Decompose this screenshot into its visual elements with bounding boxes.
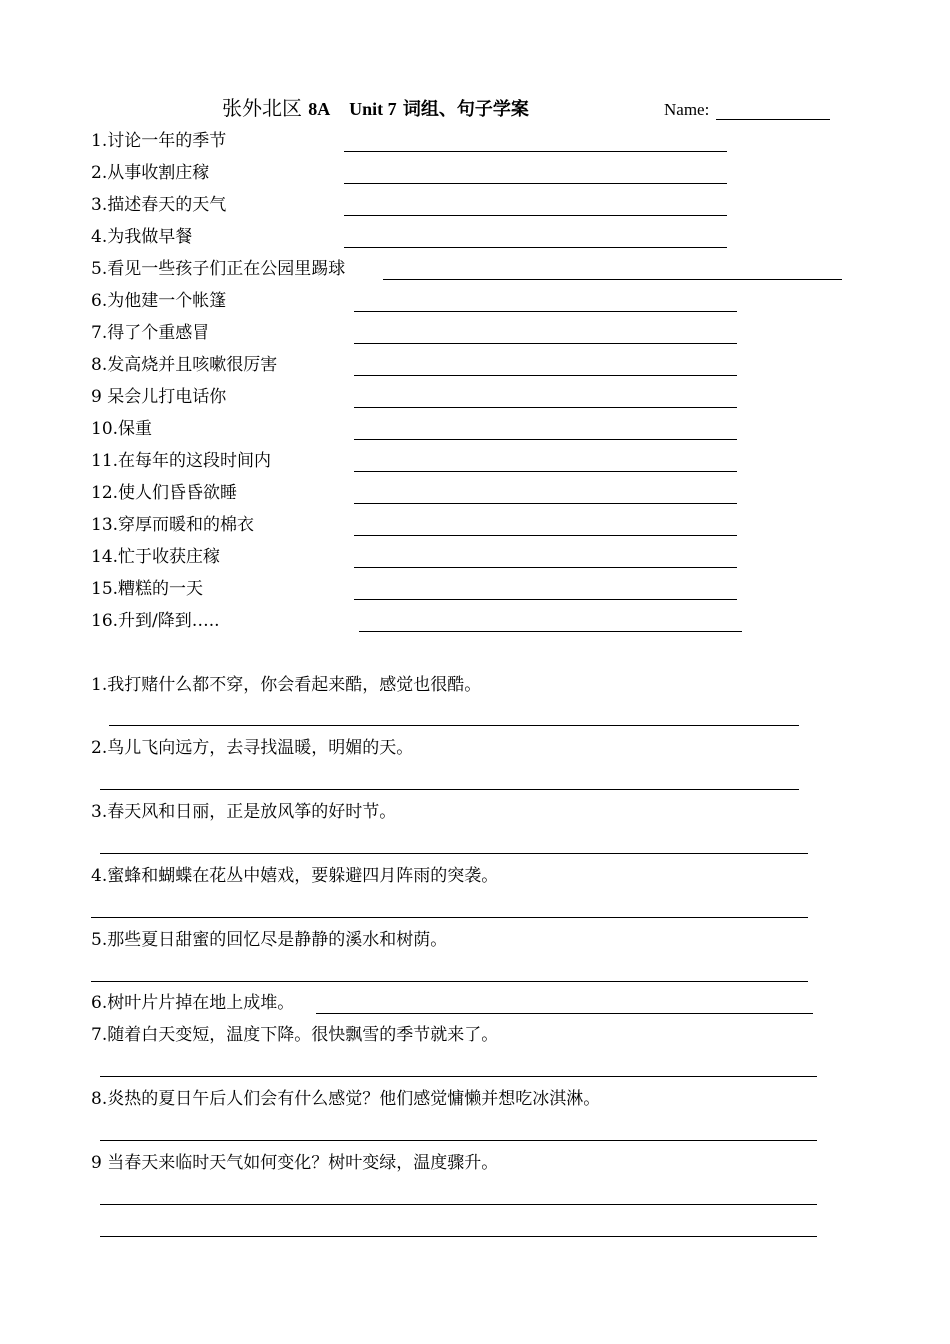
sentence-answer-blank[interactable] (100, 1140, 817, 1141)
phrase-item: 10.保重 (91, 419, 153, 439)
name-blank[interactable] (716, 119, 830, 120)
phrase-answer-blank[interactable] (359, 631, 742, 632)
sentence-answer-blank[interactable] (316, 1013, 813, 1014)
sentence-answer-blank[interactable] (91, 981, 808, 982)
phrase-item: 5.看见一些孩子们正在公园里踢球 (91, 259, 346, 279)
topic-label: 词组、句子学案 (402, 99, 529, 120)
sentence-answer-blank[interactable] (100, 1236, 817, 1237)
phrase-answer-blank[interactable] (354, 343, 737, 344)
phrase-answer-blank[interactable] (354, 375, 737, 376)
sentence-item: 3.春天风和日丽，正是放风筝的好时节。 (91, 802, 397, 822)
unit-label: Unit 7 (349, 99, 397, 119)
phrase-answer-blank[interactable] (354, 567, 737, 568)
phrase-answer-blank[interactable] (354, 503, 737, 504)
phrase-item: 12.使人们昏昏欲睡 (91, 483, 238, 503)
phrase-answer-blank[interactable] (354, 535, 737, 536)
phrase-item: 14.忙于收获庄稼 (91, 547, 221, 567)
phrase-item: 6.为他建一个帐篷 (91, 291, 227, 311)
sentence-answer-blank[interactable] (109, 725, 799, 726)
sentence-answer-blank[interactable] (91, 917, 808, 918)
phrase-item: 2.从事收割庄稼 (91, 163, 210, 183)
sentence-item: 5.那些夏日甜蜜的回忆尽是静静的溪水和树荫。 (91, 930, 448, 950)
sentence-answer-blank[interactable] (100, 789, 799, 790)
sentence-answer-blank[interactable] (100, 1204, 817, 1205)
phrase-answer-blank[interactable] (344, 183, 727, 184)
worksheet-title (222, 98, 529, 120)
sentence-item: 8.炎热的夏日午后人们会有什么感觉？他们感觉慵懒并想吃冰淇淋。 (91, 1089, 601, 1109)
phrase-answer-blank[interactable] (344, 247, 727, 248)
phrase-item: 13.穿厚而暖和的棉衣 (91, 515, 255, 535)
phrase-answer-blank[interactable] (344, 215, 727, 216)
phrase-item: 4.为我做早餐 (91, 227, 193, 247)
sentence-item: 6.树叶片片掉在地上成堆。 (91, 993, 295, 1013)
phrase-item: 8.发高烧并且咳嗽很厉害 (91, 355, 278, 375)
phrase-answer-blank[interactable] (354, 407, 737, 408)
phrase-answer-blank[interactable] (383, 279, 842, 280)
sentence-item: 2.鸟儿飞向远方，去寻找温暖，明媚的天。 (91, 738, 414, 758)
course-label: 8A (308, 99, 331, 119)
sentence-answer-blank[interactable] (100, 1076, 817, 1077)
phrase-answer-blank[interactable] (354, 439, 737, 440)
sentence-item: 7.随着白天变短，温度下降。很快飘雪的季节就来了。 (91, 1025, 499, 1045)
sentence-answer-blank[interactable] (100, 853, 808, 854)
phrase-item: 11.在每年的这段时间内 (91, 451, 272, 471)
sentence-item: 4.蜜蜂和蝴蝶在花丛中嬉戏，要躲避四月阵雨的突袭。 (91, 866, 499, 886)
phrase-item: 16.升到/降到….. (91, 611, 220, 631)
phrase-answer-blank[interactable] (354, 471, 737, 472)
sentence-item: 9 当春天来临时天气如何变化？树叶变绿，温度骤升。 (91, 1153, 499, 1173)
phrase-answer-blank[interactable] (354, 599, 737, 600)
name-label: Name: (664, 100, 710, 119)
phrase-answer-blank[interactable] (344, 151, 727, 152)
phrase-answer-blank[interactable] (354, 311, 737, 312)
phrase-item: 1.讨论一年的季节 (91, 131, 227, 151)
phrase-item: 9 呆会儿打电话你 (91, 387, 227, 407)
district-label: 张外北区 (222, 96, 302, 120)
phrase-item: 15.糟糕的一天 (91, 579, 204, 599)
phrase-item: 7.得了个重感冒 (91, 323, 210, 343)
sentence-item: 1.我打赌什么都不穿，你会看起来酷，感觉也很酷。 (91, 675, 482, 695)
phrase-item: 3.描述春天的天气 (91, 195, 227, 215)
